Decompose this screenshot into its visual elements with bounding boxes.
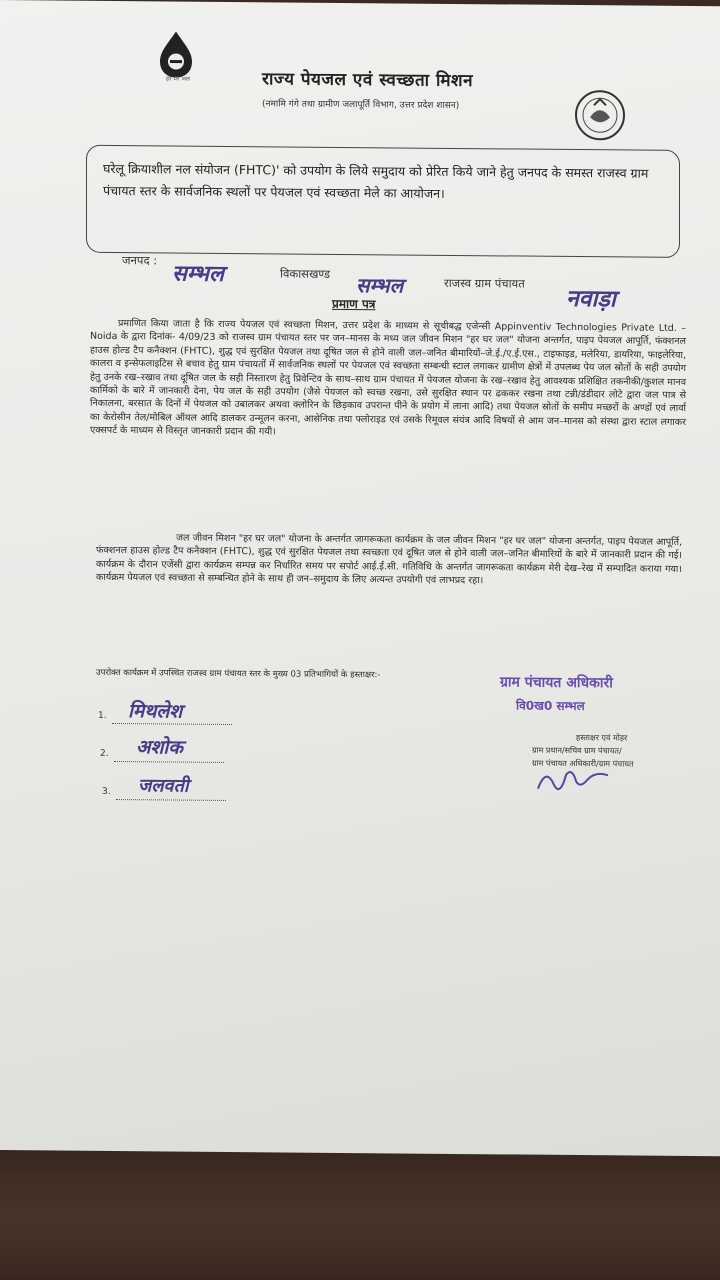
signatory-number: 1.	[98, 710, 107, 721]
vikaskhand-value: सम्भल	[356, 273, 404, 298]
janpad-value: सम्भल	[172, 260, 224, 287]
signatory-name: मिथलेश	[128, 700, 183, 723]
sign-caption: हस्ताक्षर एवं मोहर	[576, 733, 628, 743]
signatory-number: 3.	[102, 786, 111, 797]
certificate-title: प्रमाण पत्र	[332, 296, 376, 312]
signatory-name: जलवती	[138, 775, 189, 797]
certificate-paragraph-1: प्रमाणित किया जाता है कि राज्य पेयजल एवं स्वच्छता मिशन, उत्तर प्रदेश के माध्यम से सूचीबद्ध एजेन्सी Appinventiv Technologies Private Ltd. – Noida के द्वारा दिनांक- 4/09/23 को राजस्व ग्राम पंचायत स्तर पर जन–मानस के मध्य जल जीवन मिशन "हर घर जल" योजना अन्तर्गत, पाइप पेयजल आपूर्ति, फंक्शनल हाउस होल्ड टैप कनैक्शन (FHTC), शुद्ध एवं सुरक्षित पेयजल तथा दूषित जल से होने वाली जल–जनित बीमारियों–जे.ई./ए.ई.एस., टाइफाइड, मलेरिया, डायरिया, फाइलेरिया, कालरा व इन्सेफलाइटिस से बचाव हेतु ग्राम पंचायतों में सार्वजनिक स्थलों पर पेयजल एवं स्वच्छता सम्बन्धी स्टाल लगाकर ग्रामीण क्षेत्रों में उपलब्ध पेय जल स्रोतों के सही उपयोग हेतु उनके रख–रखाव तथा दूषित जल के सही निस्तारण हेतु प्रिवेन्टिव के साथ–साथ ग्राम पंचायत में पेयजल योजना के रख–रखाव हेतु आवश्यक प्रशिक्षित तकनीकी/कुशल मानव कार्मिको के बारे में जानकारी देना, पेय जल के सही उपयोग (जैसे पेयजल को स्वच्छ रखना, उसे सुरक्षित स्थान पर ढककर रखना तथा टन्नी/डंडीदार लोटे द्वारा जल पात्र से निकालना, बरसात के दिनों में पेयजल को उबालकर अथवा क्लोरिन के छिड़काव उपरान्त पीने के प्रयोग में लाना आदि) तथा पेयजल स्रोतों के समीप मच्छरों के अण्डों एवं लार्वा का केरोसीन तेल/मोबिल ऑयल आदि डालकर उन्मूलन करना, आसेनिक तथा फ्लोराइड एवं उसके रिमूवल संयंत्र आदि विषयों से आम जन–मानस को संस्था द्वारा स्टाल लगाकर एक्सपर्ट के माध्यम से विस्तृत जानकारी प्रदान की गयी।	[90, 318, 686, 438]
janpad-label: जनपद :	[122, 253, 158, 268]
sign-designation-1: ग्राम प्रधान/सचिव ग्राम पंचायत/	[532, 745, 622, 756]
sign-designation-2: ग्राम पंचायत अधिकारी/ग्राम पंचायत	[532, 758, 634, 769]
official-stamp-title: ग्राम पंचायत अधिकारी	[500, 674, 613, 692]
up-govt-emblem-icon	[572, 87, 628, 143]
page-subtitle: (नमामि गंगे तथा ग्रामीण जलापूर्ति विभाग, उत्तर प्रदेश शासन)	[262, 99, 460, 112]
vikaskhand-label: विकासखण्ड	[280, 266, 330, 281]
logo-caption: हर घर जल	[166, 75, 190, 83]
official-stamp-block: वि0ख0 सम्भल	[516, 698, 585, 714]
officer-signature-icon	[534, 763, 614, 800]
signatory-name: अशोक	[136, 736, 183, 759]
signatory-number: 2.	[100, 748, 109, 759]
page-title: राज्य पेयजल एवं स्वच्छता मिशन	[262, 69, 474, 92]
participants-intro: उपरोक्त कार्यक्रम में उपस्थित राजस्व ग्राम पंचायत स्तर के मुख्य 03 प्रतिभागियों के हस्ताक्षर:-	[96, 667, 381, 681]
subject-box: घरेलू क्रियाशील नल संयोजन (FHTC)' को उपयोग के लिये समुदाय को प्रेरित किये जाने हेतु जनपद के समस्त राजस्व ग्राम पंचायत स्तर के सार्वजनिक स्थलों पर पेयजल एवं स्वच्छता मेले का आयोजन।	[86, 145, 680, 258]
certificate-paragraph-2: जल जीवन मिशन "हर घर जल" योजना के अन्तर्गत जागरूकता कार्यक्रम के जल जीवन मिशन "हर घर जल" योजना अन्तर्गत, पाइप पेयजल आपूर्ति, फंक्शनल हाउस होल्ड टैप कनैक्शन (FHTC), शुद्ध एवं सुरक्षित पेयजल तथा स्वच्छता एवं दूषित जल से होने वाली जल–जनित बीमारियों के बारे में जानकारी प्रदान की गई। कार्यक्रम के दौरान एजेंसी द्वारा कार्यक्रम सम्पन्न कर निर्धारित समय पर सपोर्ट आई.ई.सी. गतिविधि के अन्तर्गत जागरूकता कार्यक्रम मेरी देख–रेख में सम्पादित कराया गया। कार्यक्रम पेयजल एवं स्वच्छता से सम्बन्धित होने के साथ ही जन–समुदाय के लिए अत्यन्त उपयोगी एवं लाभप्रद रहा।	[96, 532, 682, 587]
gram-panchayat-label: राजस्व ग्राम पंचायत	[444, 275, 525, 291]
gram-panchayat-value: नवाड़ा	[566, 284, 616, 313]
